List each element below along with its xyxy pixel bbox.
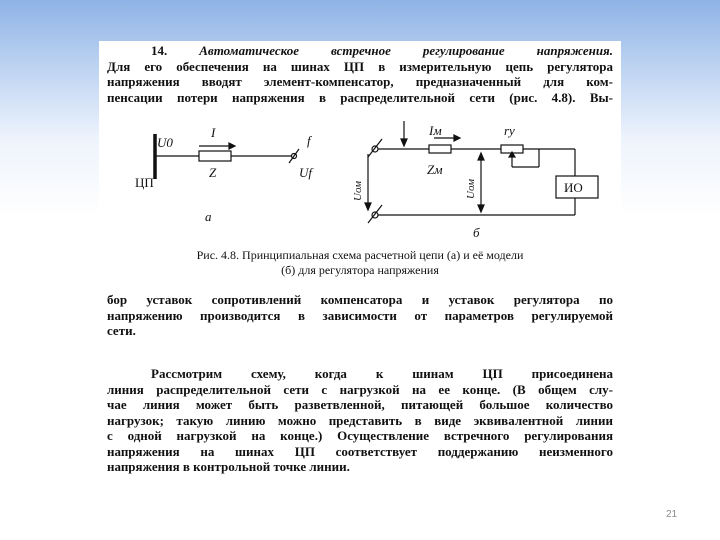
label-z: Z [209,165,217,180]
im-label-arrow-head [454,135,460,141]
section-number: 14. [151,43,168,58]
label-a: а [205,209,212,224]
caption-line-1: Рис. 4.8. Принципиальная схема расчетной цепи (а) и её модели [196,248,524,262]
slide-number: 21 [666,509,678,520]
label-io: ИО [564,180,583,195]
terminal-bottom-slash [368,205,382,223]
label-im: Iм [429,123,442,138]
im-arrow-head [401,139,407,146]
p2-line-3: сети. [107,323,136,338]
label-zm: Zм [427,162,443,177]
p2-line-2: напряжению производится в зависимости от параметров регулируемой [107,307,613,323]
p2-line-1: бор уставок сопротивлений компенсатора и уставок регулятора по [107,292,613,307]
uom-left-arrow-head [365,203,371,210]
p3-line-7: напряжения в контрольной точке линии. [107,459,350,474]
uom-mid-arrow-tail [478,153,484,160]
label-uf: Uf [299,165,312,180]
paragraph-2 [107,292,613,339]
intro-line-3: напряжения вводят элемент-компенсатор, предназначенный для ком- [107,74,613,89]
intro-line-2: Для его обеспечения на шинах ЦП в измерительную цепь регулятора [107,58,613,74]
label-uom-left: Uом [352,180,364,201]
section-title: Автоматическое встречное регулирование напряжения. [199,43,614,58]
figure-4-8 [99,41,621,281]
impedance-zm [429,145,451,153]
intro-line-4: пенсации потери напряжения в распределительной сети (рис. 4.8). Вы- [107,89,613,105]
label-uom-mid: Uом [465,178,477,199]
p3-line-3: чае линия может быть разветвленной, питающей большое количество [107,397,613,412]
p3-line-4: нагрузок; такую линию можно представить в виде эквивалентной линии [107,412,613,428]
paragraph-3 [107,366,613,475]
caption-line-2: (б) для регулятора напряжения [281,263,439,277]
figure-caption [99,248,621,278]
terminal-top-slash [368,139,382,157]
uom-mid-arrow-head [478,205,484,212]
p3-line-2: линия распределительной сети с нагрузкой на ее конце. (В общем слу- [107,381,613,397]
label-b: б [473,225,480,240]
document-page [99,41,621,494]
p3-line-6: напряжения на шинах ЦП соответствует поддержанию неизменного [107,443,613,459]
label-i: I [211,125,216,140]
p3-line-5: с одной нагрузкой на конце.) Осуществление встречного регулирования [107,428,613,443]
label-ry: rу [504,123,515,138]
impedance-z [199,151,231,161]
current-arrow-head [229,143,235,149]
label-u0: U0 [157,135,173,150]
p3-line-1: Рассмотрим схему, когда к шинам ЦП присоединена [151,366,613,381]
label-cp: ЦП [135,175,154,190]
label-f: f [307,133,311,148]
